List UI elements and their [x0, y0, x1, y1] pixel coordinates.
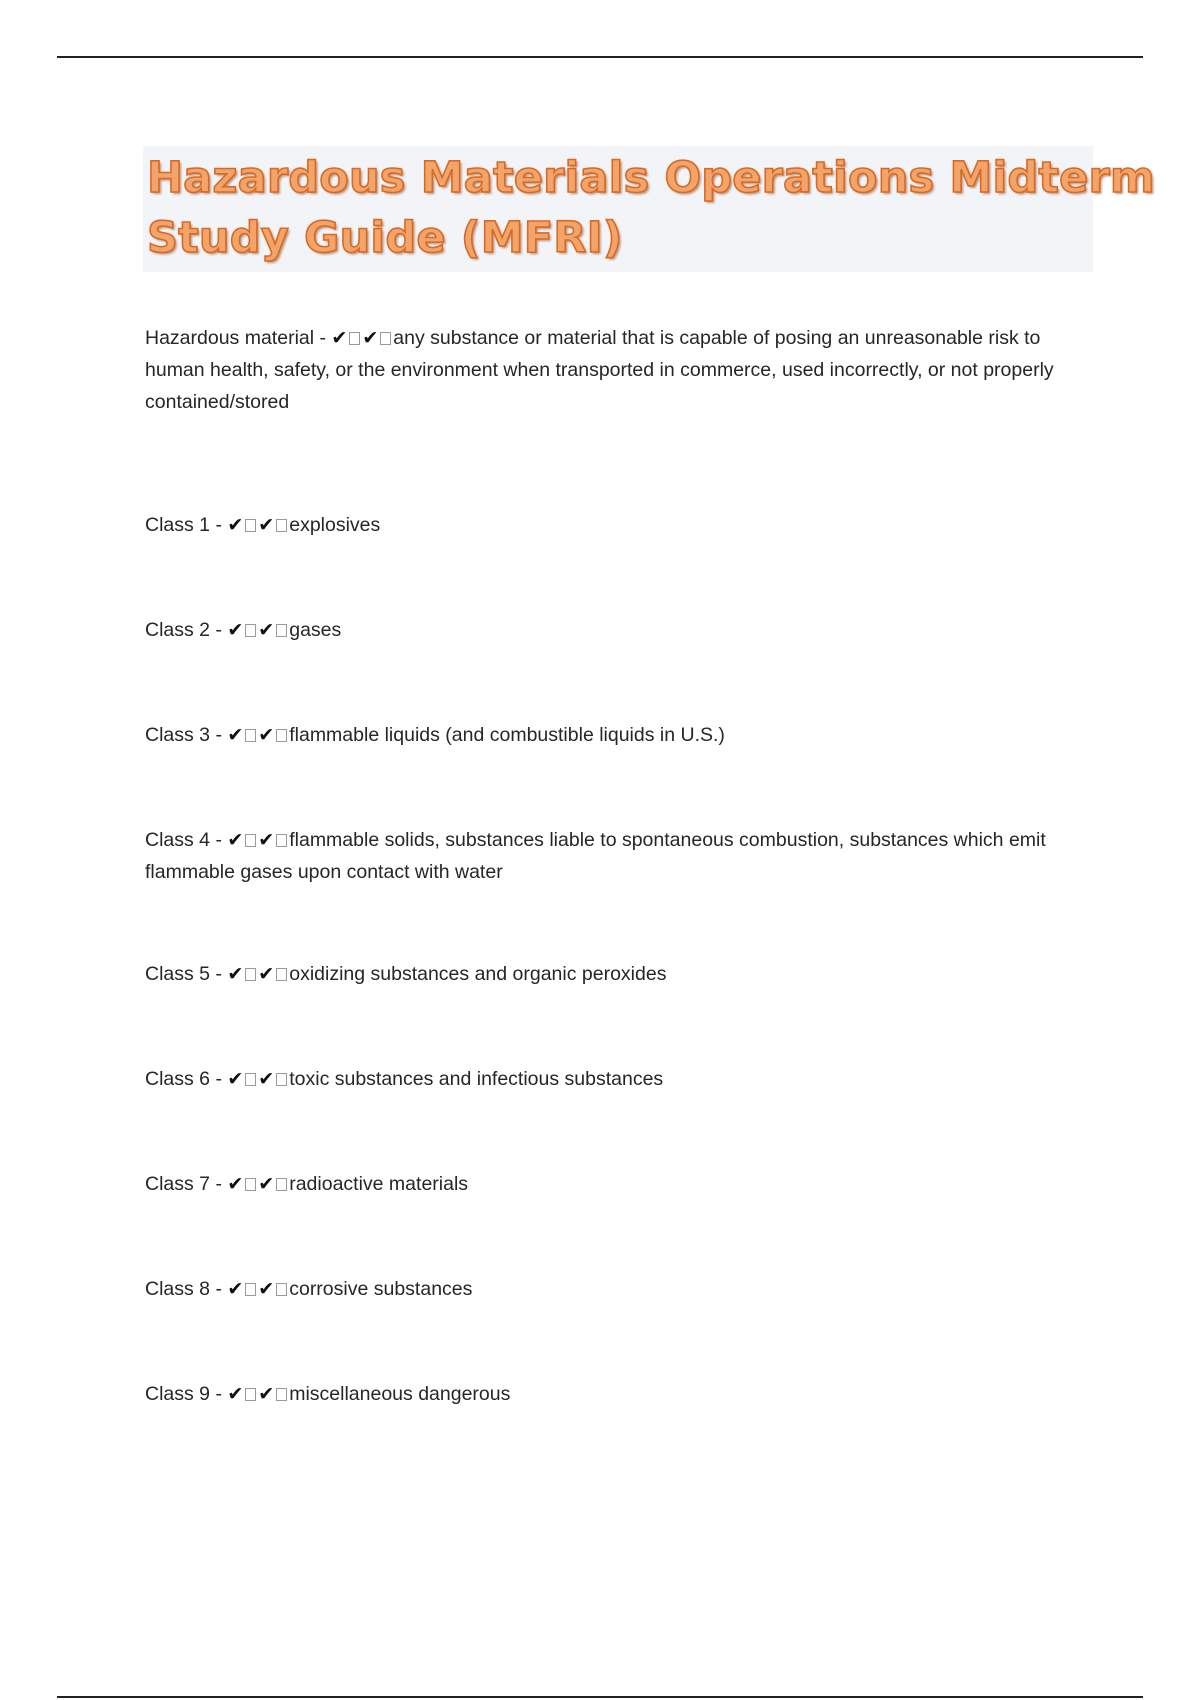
definition-entry: Class 7 - ✔ ✔ radioactive materials: [145, 1173, 469, 1195]
checkmark-icon: ✔: [258, 1173, 275, 1195]
box-icon: [245, 834, 256, 847]
checkmark-icon: ✔: [258, 1278, 275, 1300]
checkmark-icon: ✔: [258, 514, 275, 536]
entry-definition: radioactive materials: [289, 1173, 469, 1195]
checkmark-icon: ✔: [227, 1173, 244, 1195]
box-icon: [245, 968, 256, 981]
box-icon: [245, 729, 256, 742]
definition-entry: Class 5 - ✔ ✔ oxidizing substances and organic peroxides: [145, 963, 667, 985]
definition-entry: Class 1 - ✔ ✔ explosives: [145, 514, 381, 536]
document-title: [143, 146, 1155, 272]
checkmark-icon: ✔: [227, 514, 244, 536]
entry-definition: toxic substances and infectious substances: [289, 1068, 664, 1090]
checkmark-icon: ✔: [258, 1068, 275, 1090]
checkmark-icon: ✔: [258, 829, 275, 851]
title-line-2: Study Guide (MFRI): [147, 213, 623, 263]
box-icon: [245, 1178, 256, 1191]
box-icon: [245, 624, 256, 637]
entry-definition: explosives: [289, 514, 381, 536]
definition-entry: Class 8 - ✔ ✔ corrosive substances: [145, 1278, 473, 1300]
checkmark-icon: ✔: [227, 724, 244, 746]
entry-term: Hazardous material: [145, 327, 315, 349]
bottom-rule: [57, 1696, 1143, 1698]
entry-term: Class 8: [145, 1278, 211, 1300]
checkmark-icon: ✔: [227, 829, 244, 851]
definition-entry: Hazardous material - ✔ ✔ any substance or material that is capable of posing an unreasonable risk to human health, safety, or the environment when transported in commerce, used incorrectly, or not properly contained/stored: [145, 327, 1054, 413]
definition-entry: Class 9 - ✔ ✔ miscellaneous dangerous: [145, 1383, 511, 1405]
checkmark-icon: ✔: [227, 1068, 244, 1090]
entry-term: Class 2: [145, 619, 211, 641]
entry-definition: flammable solids, substances liable to spontaneous combustion, substances which emit flammable gases upon contact with water: [145, 829, 1046, 883]
checkmark-icon: ✔: [258, 1383, 275, 1405]
checkmark-icon: ✔: [258, 619, 275, 641]
checkmark-icon: ✔: [258, 724, 275, 746]
entry-definition: gases: [289, 619, 342, 641]
checkmark-icon: ✔: [258, 963, 275, 985]
definition-list: [145, 322, 1075, 1410]
box-icon: [245, 1283, 256, 1296]
box-icon: [245, 1073, 256, 1086]
box-icon: [276, 519, 287, 532]
entry-term: Class 3: [145, 724, 211, 746]
checkmark-icon: ✔: [331, 327, 348, 349]
entry-term: Class 1: [145, 514, 211, 536]
box-icon: [276, 1178, 287, 1191]
box-icon: [276, 834, 287, 847]
definition-entry: Class 4 - ✔ ✔ flammable solids, substances liable to spontaneous combustion, substances which emit flammable gases upon contact with water: [145, 829, 1046, 883]
checkmark-icon: ✔: [227, 1278, 244, 1300]
box-icon: [276, 968, 287, 981]
entry-term: Class 5: [145, 963, 211, 985]
box-icon: [276, 1073, 287, 1086]
title-line-1: Hazardous Materials Operations Midterm: [147, 153, 1155, 203]
definition-entry: Class 3 - ✔ ✔ flammable liquids (and combustible liquids in U.S.): [145, 724, 725, 746]
box-icon: [276, 624, 287, 637]
entry-definition: oxidizing substances and organic peroxides: [289, 963, 667, 985]
box-icon: [245, 1388, 256, 1401]
box-icon: [380, 332, 391, 345]
checkmark-icon: ✔: [362, 327, 379, 349]
checkmark-icon: ✔: [227, 963, 244, 985]
box-icon: [245, 519, 256, 532]
entry-term: Class 6: [145, 1068, 211, 1090]
entry-definition: flammable liquids (and combustible liquids in U.S.): [289, 724, 725, 746]
box-icon: [349, 332, 360, 345]
box-icon: [276, 1388, 287, 1401]
entry-definition: corrosive substances: [289, 1278, 473, 1300]
checkmark-icon: ✔: [227, 619, 244, 641]
entry-definition: any substance or material that is capable of posing an unreasonable risk to human health, safety, or the environment when transported in commerce, used incorrectly, or not properly contained/stored: [145, 327, 1054, 413]
entry-definition: miscellaneous dangerous: [289, 1383, 511, 1405]
definition-entry: Class 2 - ✔ ✔ gases: [145, 619, 342, 641]
box-icon: [276, 1283, 287, 1296]
box-icon: [276, 729, 287, 742]
entry-term: Class 9: [145, 1383, 211, 1405]
definition-entry: Class 6 - ✔ ✔ toxic substances and infectious substances: [145, 1068, 664, 1090]
top-rule: [57, 56, 1143, 58]
entry-term: Class 7: [145, 1173, 211, 1195]
checkmark-icon: ✔: [227, 1383, 244, 1405]
entry-term: Class 4: [145, 829, 211, 851]
